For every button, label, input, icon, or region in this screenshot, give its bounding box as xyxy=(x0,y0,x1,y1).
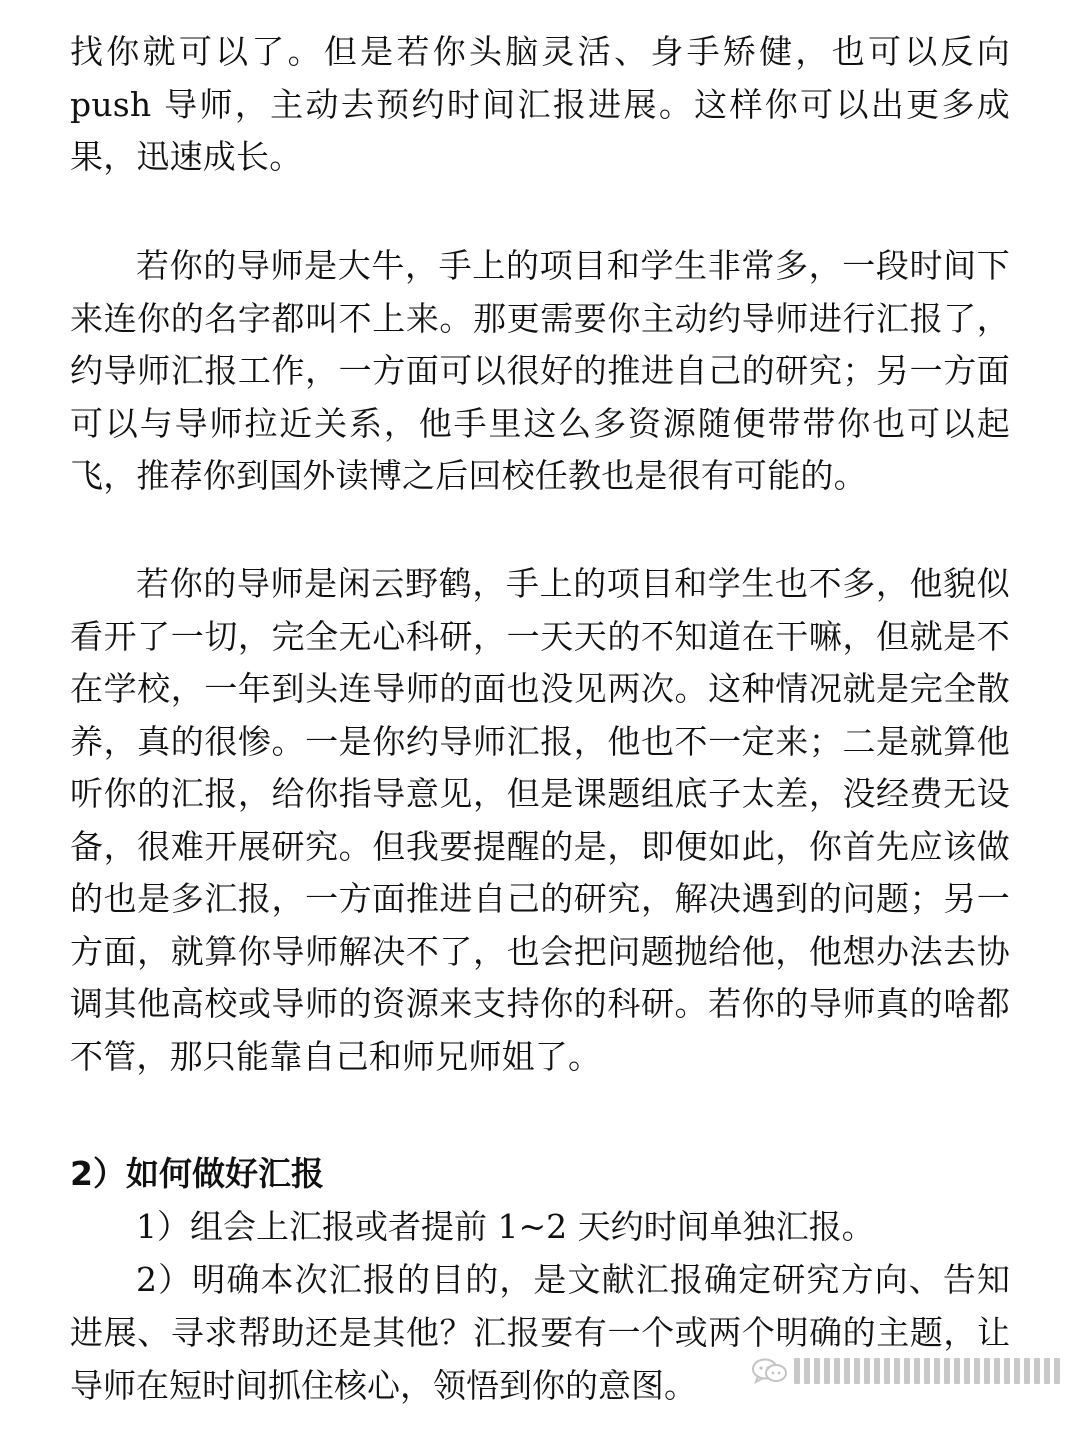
watermark-mark xyxy=(924,1358,930,1384)
watermark-mark xyxy=(864,1358,870,1384)
watermark-mark xyxy=(994,1358,1000,1384)
watermark-mark xyxy=(854,1358,860,1384)
paragraph-2: 若你的导师是大牛，手上的项目和学生非常多，一段时间下来连你的名字都叫不上来。那更需要你主动约导师进行汇报了，约导师汇报工作，一方面可以很好的推进自己的研究；另一方面可以与导师拉近关系，他手里这么多资源随便带带你也可以起飞，推荐你到国外读博之后回校任教也是很有可能的。 xyxy=(70,246,1010,495)
watermark-mark xyxy=(834,1358,840,1384)
watermark-mark xyxy=(804,1358,810,1384)
watermark-mark xyxy=(1034,1358,1040,1384)
watermark-mark xyxy=(1044,1358,1050,1384)
watermark-mark xyxy=(794,1358,800,1384)
paragraph-1: 找你就可以了。但是若你头脑灵活、身手矫健，也可以反向 push 导师，主动去预约时间汇报进展。这样你可以出更多成果，迅速成长。 xyxy=(70,32,1010,176)
chat-bubbles-icon xyxy=(752,1357,788,1385)
watermark-mark xyxy=(904,1358,910,1384)
paragraph-3: 若你的导师是闲云野鹤，手上的项目和学生也不多，他貌似看开了一切，完全无心科研，一天天的不知道在干嘛，但就是不在学校，一年到头连导师的面也没见两次。这种情况就是完全散养，真的很惨。一是你约导师汇报，他也不一定来；二是就算他听你的汇报，给你指导意见，但是课题组底子太差，没经费无设备，很难开展研究。但我要提醒的是，即便如此，你首先应该做的也是多汇报，一方面推进自己的研究，解决遇到的问题；另一方面，就算你导师解决不了，也会把问题抛给他，他想办法去协调其他高校或导师的资源来支持你的科研。若你的导师真的啥都不管，那只能靠自己和师兄师姐了。 xyxy=(70,564,1010,1076)
watermark xyxy=(752,1355,1060,1387)
watermark-mark xyxy=(844,1358,850,1384)
watermark-mark xyxy=(814,1358,820,1384)
watermark-mark xyxy=(1054,1358,1060,1384)
watermark-mark xyxy=(1024,1358,1030,1384)
watermark-mark xyxy=(964,1358,970,1384)
watermark-mark xyxy=(884,1358,890,1384)
watermark-obscured-text xyxy=(794,1358,1060,1384)
watermark-mark xyxy=(1014,1358,1020,1384)
watermark-mark xyxy=(984,1358,990,1384)
watermark-mark xyxy=(954,1358,960,1384)
watermark-mark xyxy=(894,1358,900,1384)
watermark-mark xyxy=(974,1358,980,1384)
list-item-1: 1）组会上汇报或者提前 1~2 天约时间单独汇报。 xyxy=(136,1207,875,1246)
section-heading: 2）如何做好汇报 xyxy=(70,1154,324,1193)
watermark-mark xyxy=(824,1358,830,1384)
watermark-mark xyxy=(914,1358,920,1384)
watermark-mark xyxy=(934,1358,940,1384)
watermark-mark xyxy=(944,1358,950,1384)
list-item-2: 2）明确本次汇报的目的，是文献汇报确定研究方向、告知进展、寻求帮助还是其他？汇报要有一个或两个明确的主题，让导师在短时间抓住核心，领悟到你的意图。 xyxy=(70,1260,1010,1405)
watermark-mark xyxy=(874,1358,880,1384)
watermark-mark xyxy=(1004,1358,1010,1384)
